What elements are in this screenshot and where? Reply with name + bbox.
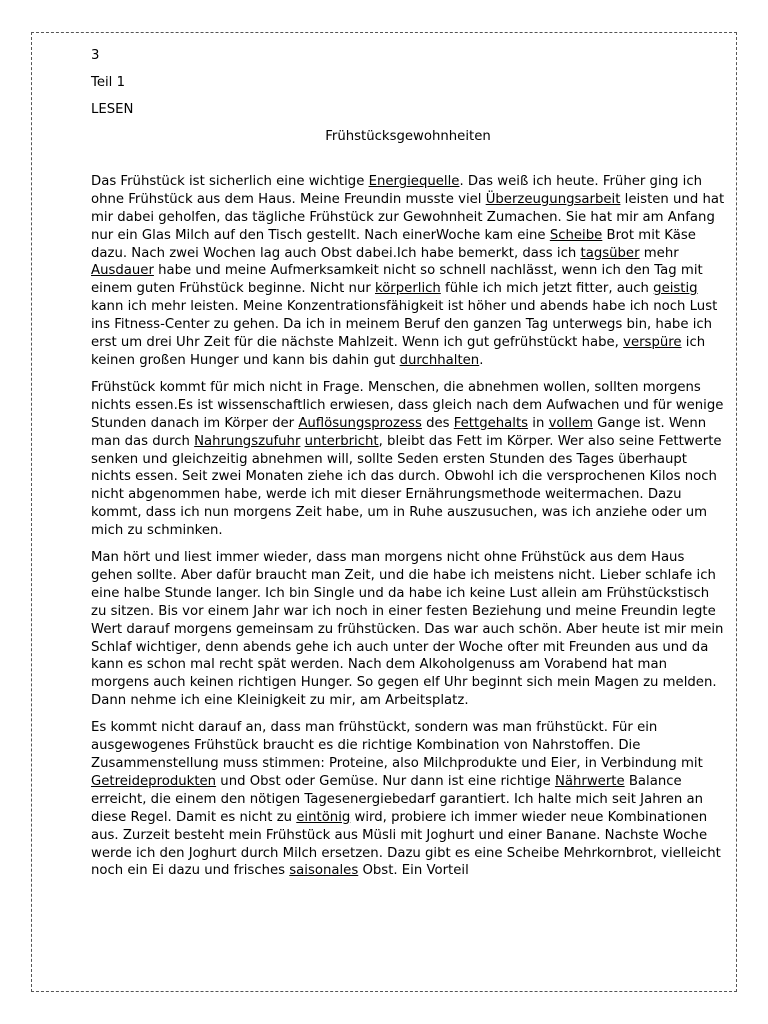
text-segment: in: [528, 415, 549, 431]
part-label: Teil 1: [91, 75, 125, 90]
text-segment: Obst. Ein Vorteil: [358, 863, 469, 879]
text-segment: ich keinen großen Hunger und kann bis dahin gut: [91, 335, 706, 368]
vocabulary-word: Energiequelle: [368, 173, 460, 189]
vocabulary-word: Scheibe: [549, 227, 603, 243]
text-segment: leisten und hat mir dabei geholfen, das tägliche Frühstück zur Gewohnheit Zumachen. Sie hat mir am Anfang nur ein Glas Milch auf den Tisch gestellt. Nach einerWoche kam eine: [91, 191, 725, 243]
text-segment: Es kommt nicht darauf an, dass man frühstückt, sondern was man frühstückt. Für ein ausgewogenes Frühstück braucht es die richtige Kombination von Nahrstoffen. Die Zusammenstellung muss stimmen: Proteine, also Milchprodukte und Eier, in Verbindung mit: [91, 720, 703, 771]
page-number: 3: [91, 48, 100, 63]
vocabulary-word: geistig: [653, 281, 698, 297]
text-segment: .: [479, 352, 484, 368]
vocabulary-word: verspüre: [623, 335, 682, 351]
text-segment: Brot mit Käse dazu. Nach zwei Wochen lag auch Obst dabei.Ich habe bemerkt, dass ich: [91, 227, 696, 261]
text-segment: mehr: [639, 245, 679, 261]
vocabulary-word: eintönig: [296, 809, 351, 825]
vocabulary-word: Fettgehalts: [453, 415, 529, 431]
document-title: Frühstücksgewohnheiten: [325, 129, 491, 144]
text-segment: Frühstück kommt für mich nicht in Frage. Menschen, die abnehmen wollen, sollten morgens nichts essen.Es ist wissenschaftlich erwiesen, dass gleich nach dem Aufwachen und für wenige Stunden danach im Körper der: [91, 379, 724, 431]
text-segment: des: [421, 415, 454, 431]
text-segment: . Das weiß ich heute. Früher ging ich ohne Frühstück aus dem Haus. Meine Freundin musste viel: [91, 173, 703, 207]
text-segment: kann ich mehr leisten. Meine Konzentrationsfähigkeit ist höher und abends habe ich noch Lust ins Fitness-Center zu gehen. Da ich in meinem Beruf den ganzen Tag unterwegs bin, habe ich erst um drei Uhr Zeit für die nächste Mahlzeit. Wenn ich gut gefrühstückt habe,: [91, 299, 718, 351]
vocabulary-word: Auflösungsprozess: [298, 415, 422, 431]
text-segment: Das Frühstück ist sicherlich eine wichtige: [91, 173, 369, 189]
vocabulary-word: tagsüber: [580, 245, 640, 261]
text-segment: Man hört und liest immer wieder, dass man morgens nicht ohne Frühstück aus dem Haus gehen sollte. Aber dafür braucht man Zeit, und die habe ich meistens nicht. Lieber schlafe ich eine halbe Stunde langer. Ich bin Single und da habe ich keine Lust allein am Frühstückstisch zu sitzen. Bis vor einem Jahr war ich noch in einer festen Beziehung und meine Freundin legte Wert darauf morgens gemeinsam zu frühstücken. Das war auch schön. Aber heute ist mir mein Schlaf wichtiger, denn abends gehe ich auch unter der Woche ofter mit Freunden aus und da kann es schon mal recht spät werden. Nach dem Alkoholgenuss am Vorabend hat man morgens auch keinen richtigen Hunger. So gegen elf Uhr beginnt sich mein Magen zu melden. Dann nehme ich eine Kleinigkeit zu mir, am Arbeitsplatz.: [91, 550, 724, 709]
page-border: [31, 32, 737, 992]
vocabulary-word: vollem: [548, 415, 593, 431]
vocabulary-word: Getreideprodukten: [91, 773, 217, 789]
paragraph: [91, 379, 725, 540]
vocabulary-word: unterbricht: [304, 433, 379, 449]
text-segment: fühle ich mich jetzt fitter, auch: [440, 281, 654, 297]
section-label: LESEN: [91, 102, 134, 117]
text-segment: wird, probiere ich immer wieder neue Kombinationen aus. Zurzeit besteht mein Frühstück aus Müsli mit Joghurt und einer Banane. Nachste Woche werde ich den Joghurt durch Milch ersetzen. Dazu gibt es eine Scheibe Mehrkornbrot, vielleicht noch ein Ei dazu und frisches: [91, 809, 721, 879]
vocabulary-word: Überzeugungsarbeit: [485, 191, 621, 207]
text-segment: und Obst oder Gemüse. Nur dann ist eine richtige: [216, 773, 555, 789]
vocabulary-word: körperlich: [375, 281, 441, 297]
paragraph: [91, 719, 725, 880]
document-content: [91, 47, 725, 889]
text-segment: , bleibt das Fett im Körper. Wer also seine Fettwerte senken und gleichzeitig abnehmen will, sollte Seden ersten Stunden des Tages überhaupt nichts essen. Seit zwei Monaten ziehe ich das durch. Obwohl ich die versprochenen Kilos noch nicht abgenommen habe, werde ich mit dieser Ernährungsmethode weitermachen. Dazu kommt, dass ich nun morgens Zeit habe, um in Ruhe auszusuchen, was ich anziehe oder um mich zu schminken.: [91, 433, 722, 539]
vocabulary-word: durchhalten: [399, 352, 480, 368]
vocabulary-word: saisonales: [289, 863, 359, 879]
text-segment: habe und meine Aufmerksamkeit nicht so schnell nachlässt, wenn ich den Tag mit einem guten Frühstück beginne. Nicht nur: [91, 263, 703, 297]
paragraph: [91, 173, 725, 370]
vocabulary-word: Nahrungszufuhr: [194, 433, 301, 449]
text-segment: Gange ist. Wenn man das durch: [91, 415, 707, 449]
vocabulary-word: Nährwerte: [554, 773, 625, 789]
paragraph: [91, 549, 725, 710]
text-segment: Balance erreicht, die einem den nötigen Tagesenergiebedarf garantiert. Ich halte mich seit Jahren an diese Regel. Damit es nicht zu: [91, 773, 704, 825]
vocabulary-word: Ausdauer: [91, 263, 154, 279]
